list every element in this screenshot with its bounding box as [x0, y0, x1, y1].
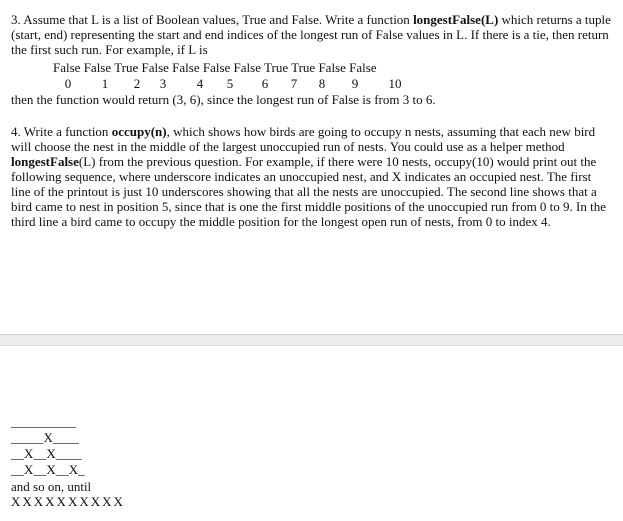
q3-intro: 3. Assume that L is a list of Boolean values, True and False. Write a function — [11, 12, 414, 27]
index-label: 8 — [318, 76, 326, 91]
q4-intro: 4. Write a function — [11, 124, 112, 139]
output-line: __X__X__X_ — [11, 462, 85, 477]
q3-function-name: longestFalse(L) — [413, 12, 499, 27]
index-label: 6 — [261, 76, 269, 91]
boolean-sequence: False False True False False False False True True False False — [53, 60, 377, 75]
final-output-line: XXXXXXXXXX — [11, 494, 125, 509]
q3-conclusion: then the function would return (3, 6), since the longest run of False is from 3 to 6. — [11, 92, 436, 107]
index-label: 0 — [64, 76, 72, 91]
question-3-paragraph — [11, 12, 611, 57]
page-divider-band — [0, 335, 623, 345]
index-label: 5 — [226, 76, 234, 91]
index-label: 10 — [388, 76, 402, 91]
q4-mid2: (L) from the previous question. For example, if there were 10 nests, occupy(10) would print out the following sequence, where underscore indicates an unoccupied nest, and X indicates an occupied nest. The first line of the printout is just 10 underscores showing that all the nests are unoccupied. The second line shows that a bird came to nest in position 5, since that is one the first middle positions of the unoccupied run from 0 to 9. In the third line a bird came to occupy the middle position for the longest open run of nests, from 0 to index 4. — [11, 154, 607, 229]
index-label: 9 — [351, 76, 359, 91]
q4-helper-name: longestFalse — [11, 154, 79, 169]
q4-mid1: , which shows how birds are going to occupy n nests, assuming that each new bird will choose the nest in the middle of the largest unoccupied run of nests. You could use as a helper method — [11, 124, 596, 154]
question-4-paragraph — [11, 124, 611, 229]
index-label: 7 — [290, 76, 298, 91]
index-label: 3 — [159, 76, 167, 91]
index-label: 2 — [133, 76, 141, 91]
index-row — [0, 76, 623, 91]
output-line: _____X____ — [11, 430, 79, 445]
output-line: __X__X____ — [11, 446, 82, 461]
q4-function-name: occupy(n) — [111, 124, 167, 139]
index-label: 1 — [101, 76, 109, 91]
index-label: 4 — [196, 76, 204, 91]
page-divider-bottom — [0, 345, 623, 346]
output-line: __________ — [11, 414, 76, 429]
until-text: and so on, until — [11, 479, 92, 494]
q3-rest: which returns a tuple (start, end) representing the start and end indices of the longest run of False values in L. If there is a tie, then return the first such run. For example, if L is — [11, 12, 611, 57]
